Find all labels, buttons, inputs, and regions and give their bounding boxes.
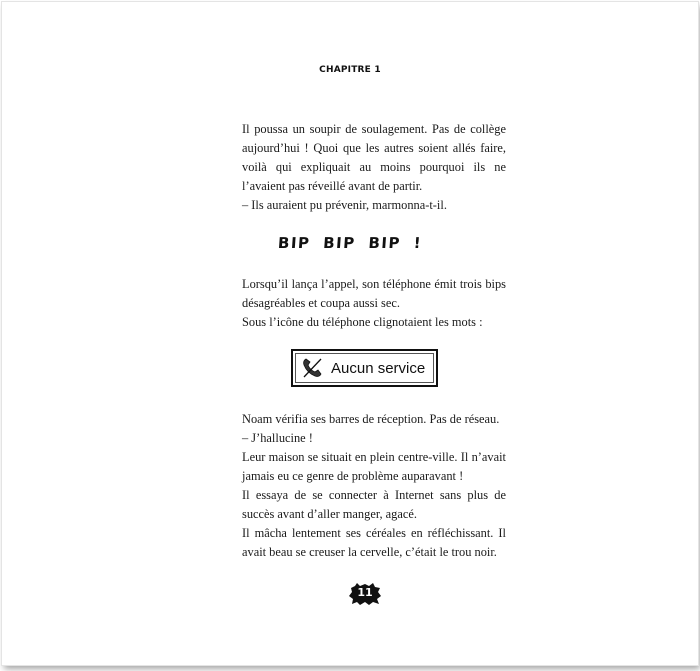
book-page <box>2 2 698 665</box>
page-number-badge <box>348 582 382 606</box>
text-block-2 <box>242 275 506 332</box>
paragraph: – Ils auraient pu prévenir, marmonna-t-il. <box>242 198 447 212</box>
text-block-3 <box>242 410 506 562</box>
paragraph: Noam vérifia ses barres de réception. Pas de réseau. <box>242 412 500 426</box>
no-signal-phone-icon <box>301 357 323 379</box>
paragraph: – J’hallucine ! <box>242 431 313 445</box>
no-service-label: Aucun service <box>331 359 426 377</box>
no-service-notice <box>291 349 438 387</box>
chapter-heading: CHAPITRE 1 <box>319 65 381 75</box>
paragraph: Il essaya de se connecter à Internet sans plus de succès avant d’aller manger, agacé. <box>242 488 506 521</box>
paragraph: Il poussa un soupir de soulagement. Pas de collège aujourd’hui ! Quoi que les autres soient allés faire, voilà qui expliquait au moins pourquoi ils ne l’avaient pas réveillé avant de partir. <box>242 122 506 193</box>
paragraph: Leur maison se situait en plein centre-ville. Il n’avait jamais eu ce genre de problème auparavant ! <box>242 450 506 483</box>
text-block-1 <box>242 120 506 215</box>
page-number: 11 <box>357 586 373 599</box>
paragraph: Il mâcha lentement ses céréales en réfléchissant. Il avait beau se creuser la cervelle, c’était le trou noir. <box>242 526 506 559</box>
paragraph: Lorsqu’il lança l’appel, son téléphone émit trois bips désagréables et coupa aussi sec. <box>242 277 506 310</box>
sound-effect-heading: BIP BIP BIP ! <box>277 234 423 252</box>
paragraph: Sous l’icône du téléphone clignotaient les mots : <box>242 315 483 329</box>
